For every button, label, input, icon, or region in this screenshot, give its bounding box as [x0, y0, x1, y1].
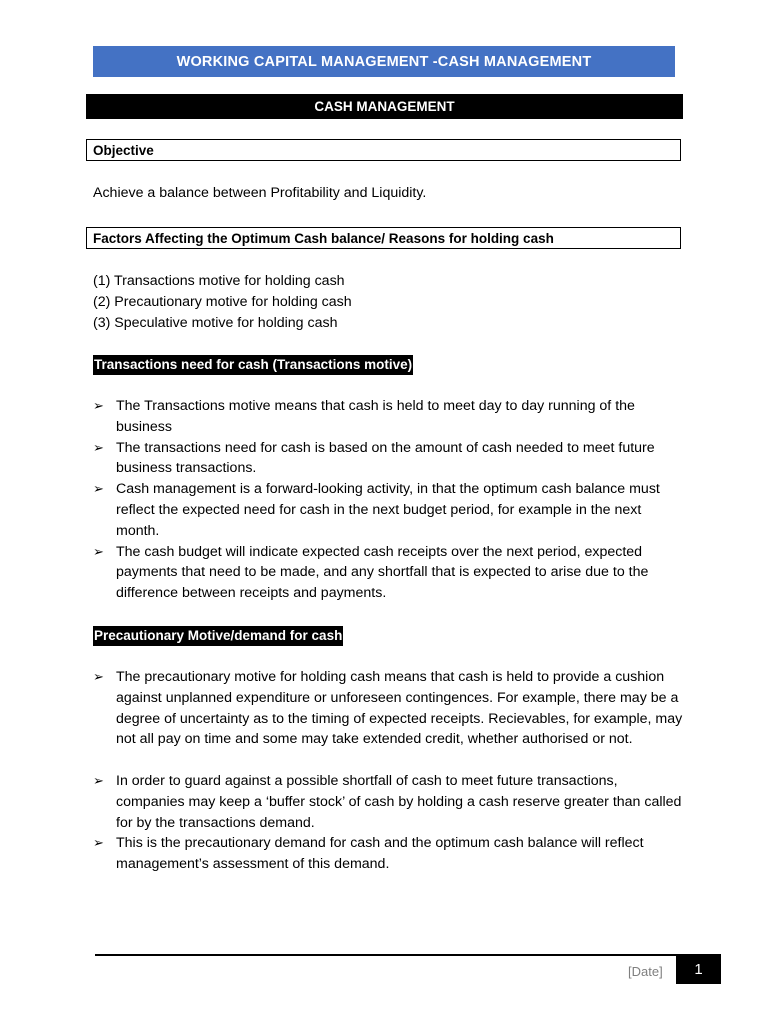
footer-date: [Date]	[628, 964, 663, 979]
arrow-bullet-icon: ➢	[93, 543, 104, 559]
precautionary-bullets	[93, 667, 683, 875]
list-item: (3) Speculative motive for holding cash	[93, 315, 338, 331]
list-item: ➢ The Transactions motive means that cash is held to meet day to day running of the business	[93, 398, 635, 435]
page-number: 1	[676, 955, 721, 984]
list-item: ➢ This is the precautionary demand for cash and the optimum cash balance will reflect management’s assessment of this demand.	[93, 835, 644, 873]
factors-list	[93, 271, 352, 334]
arrow-bullet-icon: ➢	[93, 398, 104, 413]
list-item: (1) Transactions motive for holding cash	[93, 273, 345, 289]
transactions-heading: Transactions need for cash (Transactions motive)	[93, 355, 413, 375]
document-title: WORKING CAPITAL MANAGEMENT -CASH MANAGEMENT	[93, 46, 675, 77]
precautionary-heading: Precautionary Motive/demand for cash	[93, 626, 343, 646]
list-item: ➢ The transactions need for cash is based on the amount of cash needed to meet future business transactions.	[93, 439, 655, 477]
objective-text: Achieve a balance between Profitability and Liquidity.	[93, 185, 427, 201]
transactions-bullets	[93, 396, 683, 604]
list-item: (2) Precautionary motive for holding cash	[93, 294, 352, 310]
arrow-bullet-icon: ➢	[93, 772, 104, 788]
arrow-bullet-icon: ➢	[93, 481, 104, 497]
list-item: ➢ The cash budget will indicate expected cash receipts over the next period, expected payments that need to be made, and any shortfall that is expected to arise due to the difference between receipts and payments.	[93, 543, 649, 602]
objective-heading: Objective	[86, 139, 681, 161]
list-item: ➢ In order to guard against a possible shortfall of cash to meet future transactions, companies may keep a ‘buffer stock’ of cash by holding a cash reserve greater than called for by the transactions demand.	[93, 772, 682, 831]
arrow-bullet-icon: ➢	[93, 439, 104, 455]
arrow-bullet-icon: ➢	[93, 669, 104, 684]
section-title: CASH MANAGEMENT	[86, 94, 683, 119]
list-spacer	[93, 750, 683, 771]
list-item: ➢ Cash management is a forward-looking activity, in that the optimum cash balance must reflect the expected need for cash in the next budget period, for example in the next month.	[93, 481, 660, 539]
footer-divider	[95, 954, 721, 956]
factors-heading: Factors Affecting the Optimum Cash balance/ Reasons for holding cash	[86, 227, 681, 249]
list-item: ➢ The precautionary motive for holding cash means that cash is held to provide a cushion against unplanned expenditure or unforeseen contingences. For example, there may be a degree of uncertainty as to the timing of expected receipts. Recievables, for example, may not all pay on time and some may take extended credit, whether authorised or not.	[93, 669, 683, 748]
arrow-bullet-icon: ➢	[93, 835, 104, 851]
